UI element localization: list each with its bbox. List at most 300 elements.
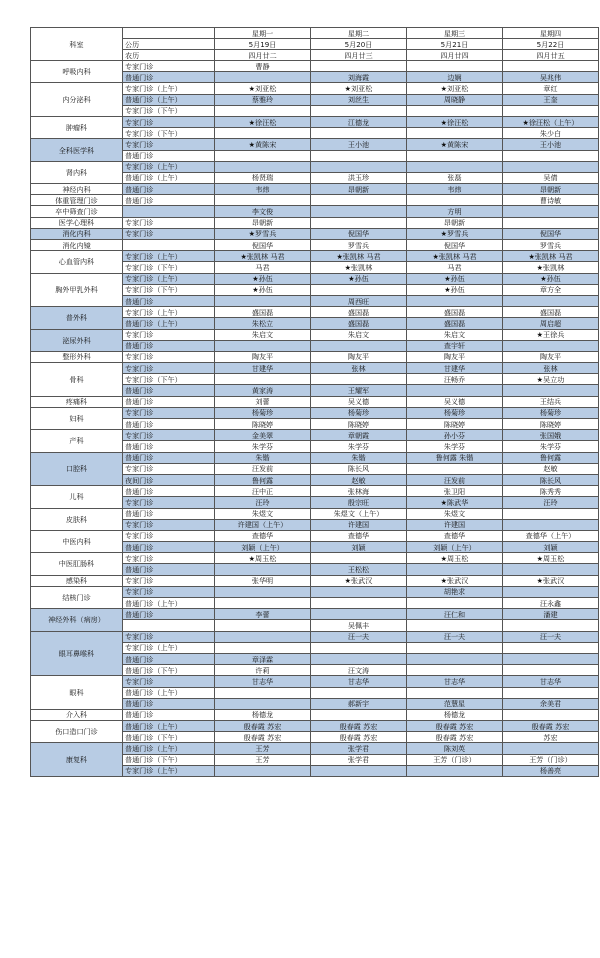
doctor-cell-day-4: [503, 105, 599, 116]
doctor-cell-day-3: ★孙伍: [407, 273, 503, 284]
department-name: 呼吸内科: [31, 61, 123, 83]
doctor-cell-day-4: ★徐汪松（上午）: [503, 116, 599, 127]
doctor-cell-day-4: [503, 161, 599, 172]
department-name: 心血管内科: [31, 251, 123, 273]
doctor-cell-day-1: 李文俊: [215, 206, 311, 217]
doctor-cell-day-1: [215, 340, 311, 351]
schedule-row: [31, 307, 599, 318]
clinic-type: 专家门诊（下午）: [123, 262, 215, 273]
doctor-cell-day-3: 甘建华: [407, 363, 503, 374]
doctor-cell-day-2: 张学君: [311, 754, 407, 765]
clinic-type: 普通门诊: [123, 72, 215, 83]
clinic-type: 普通门诊（上午）: [123, 318, 215, 329]
date-1: 5月19日: [215, 39, 311, 50]
schedule-row: [31, 83, 599, 94]
doctor-cell-day-1: 许莉: [215, 665, 311, 676]
clinic-type: 普通门诊（下午）: [123, 732, 215, 743]
department-name: 皮肤科: [31, 508, 123, 530]
doctor-cell-day-3: [407, 463, 503, 474]
clinic-type: 专家门诊: [123, 530, 215, 541]
doctor-cell-day-1: ★孙伍: [215, 273, 311, 284]
doctor-cell-day-3: 方明: [407, 206, 503, 217]
doctor-cell-day-1: [215, 642, 311, 653]
schedule-row: [31, 396, 599, 407]
doctor-cell-day-4: 赵敏: [503, 463, 599, 474]
doctor-cell-day-3: 孙小芬: [407, 430, 503, 441]
department-name: 肾内科: [31, 161, 123, 183]
schedule-row: [31, 240, 599, 251]
schedule-row: [31, 743, 599, 754]
doctor-cell-day-2: [311, 61, 407, 72]
clinic-type: 普通门诊: [123, 184, 215, 195]
clinic-type: 专家门诊: [123, 351, 215, 362]
doctor-cell-day-4: [503, 687, 599, 698]
doctor-cell-day-3: 朱启文: [407, 329, 503, 340]
doctor-cell-day-1: 殷春霞 苏宏: [215, 732, 311, 743]
doctor-cell-day-2: 朱学芬: [311, 441, 407, 452]
doctor-cell-day-3: 许建国: [407, 519, 503, 530]
doctor-cell-day-2: 王松松: [311, 564, 407, 575]
doctor-cell-day-4: ★张武汉: [503, 575, 599, 586]
clinic-type: 专家门诊（上午）: [123, 765, 215, 776]
weekday-1: 星期一: [215, 28, 311, 39]
doctor-cell-day-3: 查德华: [407, 530, 503, 541]
department-name: 骨科: [31, 363, 123, 397]
doctor-cell-day-2: ★刘亚松: [311, 83, 407, 94]
clinic-type: 专家门诊: [123, 217, 215, 228]
doctor-cell-day-1: [215, 161, 311, 172]
doctor-cell-day-1: ★孙伍: [215, 284, 311, 295]
clinic-type: 专家门诊: [123, 329, 215, 340]
clinic-type: 普通门诊（上午）: [123, 721, 215, 732]
doctor-cell-day-4: 张林: [503, 363, 599, 374]
doctor-cell-day-4: ★吴立功: [503, 374, 599, 385]
doctor-cell-day-3: 刘颖（上午）: [407, 542, 503, 553]
doctor-cell-day-2: 王耀军: [311, 385, 407, 396]
department-name: 妇科: [31, 407, 123, 429]
clinic-type: [123, 206, 215, 217]
doctor-cell-day-3: 鲁何露 朱锴: [407, 452, 503, 463]
doctor-cell-day-2: 陈晓婷: [311, 419, 407, 430]
doctor-cell-day-1: 刘颖（上午）: [215, 542, 311, 553]
doctor-cell-day-2: 倪国华: [311, 228, 407, 239]
doctor-cell-day-4: 吴倩: [503, 172, 599, 183]
doctor-cell-day-4: 余美君: [503, 698, 599, 709]
doctor-cell-day-3: ★张武汉: [407, 575, 503, 586]
department-name: 普外科: [31, 307, 123, 329]
doctor-cell-day-2: 刘颖: [311, 542, 407, 553]
department-name: 泌尿外科: [31, 329, 123, 351]
schedule-row: [31, 116, 599, 127]
doctor-cell-day-4: 朱少白: [503, 128, 599, 139]
doctor-cell-day-3: 吴义德: [407, 396, 503, 407]
doctor-cell-day-2: 汪文涛: [311, 665, 407, 676]
doctor-cell-day-1: 倪国华: [215, 240, 311, 251]
department-name: 消化内科: [31, 228, 123, 239]
doctor-cell-day-2: [311, 687, 407, 698]
doctor-cell-day-4: 查德华（上午）: [503, 530, 599, 541]
clinic-type: 专家门诊: [123, 61, 215, 72]
doctor-cell-day-1: [215, 195, 311, 206]
doctor-cell-day-4: 倪国华: [503, 228, 599, 239]
doctor-cell-day-3: 昂朝新: [407, 217, 503, 228]
schedule-row: [31, 530, 599, 541]
doctor-cell-day-3: 王芳（门诊）: [407, 754, 503, 765]
doctor-cell-day-2: [311, 765, 407, 776]
doctor-cell-day-1: [215, 374, 311, 385]
doctor-cell-day-4: 曹诗敏: [503, 195, 599, 206]
doctor-cell-day-1: [215, 698, 311, 709]
doctor-cell-day-3: [407, 195, 503, 206]
doctor-cell-day-3: 陈刘英: [407, 743, 503, 754]
schedule-row: [31, 407, 599, 418]
doctor-cell-day-4: [503, 564, 599, 575]
doctor-cell-day-3: [407, 642, 503, 653]
doctor-cell-day-3: ★刘亚松: [407, 83, 503, 94]
clinic-type: 夜间门诊: [123, 474, 215, 485]
doctor-cell-day-3: ★张凯林 马君: [407, 251, 503, 262]
doctor-cell-day-2: [311, 195, 407, 206]
doctor-cell-day-1: ★徐汪松: [215, 116, 311, 127]
schedule-row: [31, 195, 599, 206]
doctor-cell-day-3: ★黄陈宋: [407, 139, 503, 150]
doctor-cell-day-2: [311, 284, 407, 295]
doctor-cell-day-2: ★孙伍: [311, 273, 407, 284]
doctor-cell-day-2: 盛国磊: [311, 318, 407, 329]
doctor-cell-day-2: [311, 553, 407, 564]
department-name: 中医内科: [31, 530, 123, 552]
doctor-cell-day-1: 杨德龙: [215, 709, 311, 720]
clinic-type: 专家门诊（上午）: [123, 251, 215, 262]
doctor-cell-day-1: [215, 564, 311, 575]
doctor-cell-day-4: 罗雪兵: [503, 240, 599, 251]
clinic-type: 普通门诊: [123, 419, 215, 430]
clinic-type: 专家门诊: [123, 553, 215, 564]
clinic-type: 专家门诊: [123, 497, 215, 508]
doctor-cell-day-4: 王小池: [503, 139, 599, 150]
doctor-cell-day-3: ★孙伍: [407, 284, 503, 295]
lunar-date-4: 四月廿五: [503, 50, 599, 61]
clinic-type: 专家门诊（上午）: [123, 83, 215, 94]
doctor-cell-day-3: 汪发前: [407, 474, 503, 485]
doctor-cell-day-1: 曹静: [215, 61, 311, 72]
doctor-cell-day-3: 殷春霞 苏宏: [407, 732, 503, 743]
doctor-cell-day-2: ★张凯林: [311, 262, 407, 273]
clinic-type: [123, 240, 215, 251]
schedule-row: [31, 329, 599, 340]
doctor-cell-day-3: [407, 150, 503, 161]
clinic-type: [123, 620, 215, 631]
schedule-row: [31, 609, 599, 620]
clinic-type: 专家门诊（下午）: [123, 105, 215, 116]
doctor-cell-day-4: 王奎: [503, 94, 599, 105]
doctor-cell-day-4: ★张凯林: [503, 262, 599, 273]
doctor-cell-day-2: [311, 653, 407, 664]
doctor-cell-day-1: 刘蕾: [215, 396, 311, 407]
department-name: 伤口造口门诊: [31, 721, 123, 743]
doctor-cell-day-4: ★王徐兵: [503, 329, 599, 340]
doctor-cell-day-3: ★陈武华: [407, 497, 503, 508]
schedule-row: [31, 486, 599, 497]
doctor-cell-day-3: 陶友平: [407, 351, 503, 362]
doctor-cell-day-1: [215, 598, 311, 609]
doctor-cell-day-2: [311, 642, 407, 653]
doctor-cell-day-3: 殷春霞 苏宏: [407, 721, 503, 732]
doctor-cell-day-3: 张卫阳: [407, 486, 503, 497]
doctor-cell-day-3: [407, 665, 503, 676]
doctor-cell-day-3: 范慧星: [407, 698, 503, 709]
doctor-cell-day-1: ★周玉松: [215, 553, 311, 564]
schedule-row: [31, 676, 599, 687]
lunar-date-1: 四月廿二: [215, 50, 311, 61]
doctor-cell-day-4: 昂朝新: [503, 184, 599, 195]
doctor-cell-day-4: 潘建: [503, 609, 599, 620]
department-name: 神经内科: [31, 184, 123, 195]
schedule-row: [31, 508, 599, 519]
clinic-type: 普通门诊（上午）: [123, 598, 215, 609]
doctor-cell-day-4: 殷春霞 苏宏: [503, 721, 599, 732]
doctor-cell-day-1: 汪玲: [215, 497, 311, 508]
clinic-type: 专家门诊（上午）: [123, 307, 215, 318]
doctor-cell-day-3: 张磊: [407, 172, 503, 183]
doctor-cell-day-1: [215, 765, 311, 776]
doctor-cell-day-2: 洪玉珍: [311, 172, 407, 183]
clinic-type: 普通门诊（上午）: [123, 687, 215, 698]
doctor-cell-day-3: [407, 385, 503, 396]
clinic-type: 专家门诊（上午）: [123, 642, 215, 653]
doctor-cell-day-4: 章方全: [503, 284, 599, 295]
clinic-type: 专家门诊: [123, 407, 215, 418]
doctor-cell-day-1: 朱松立: [215, 318, 311, 329]
gregorian-label: 公历: [123, 39, 215, 50]
doctor-cell-day-3: 查宇轩: [407, 340, 503, 351]
doctor-cell-day-2: 朱启文: [311, 329, 407, 340]
doctor-cell-day-1: 马君: [215, 262, 311, 273]
clinic-type: 普通门诊: [123, 508, 215, 519]
schedule-row: [31, 217, 599, 228]
doctor-cell-day-4: 汪永鑫: [503, 598, 599, 609]
doctor-cell-day-3: 甘志华: [407, 676, 503, 687]
doctor-cell-day-4: [503, 653, 599, 664]
doctor-cell-day-1: 查德华: [215, 530, 311, 541]
doctor-cell-day-3: ★徐汪松: [407, 116, 503, 127]
doctor-cell-day-4: ★周玉松: [503, 553, 599, 564]
schedule-row: [31, 363, 599, 374]
clinic-type: 专家门诊: [123, 676, 215, 687]
doctor-cell-day-4: 盛国磊: [503, 307, 599, 318]
clinic-type: 专家门诊: [123, 430, 215, 441]
doctor-cell-day-1: 陈晓婷: [215, 419, 311, 430]
doctor-cell-day-3: 周晓静: [407, 94, 503, 105]
doctor-cell-day-1: [215, 105, 311, 116]
doctor-cell-day-3: 汪仁和: [407, 609, 503, 620]
doctor-cell-day-4: 朱学芬: [503, 441, 599, 452]
department-name: 感染科: [31, 575, 123, 586]
doctor-cell-day-3: [407, 61, 503, 72]
doctor-cell-day-3: [407, 295, 503, 306]
doctor-cell-day-4: 张国娥: [503, 430, 599, 441]
doctor-cell-day-1: [215, 150, 311, 161]
clinic-type: 普通门诊（上午）: [123, 743, 215, 754]
doctor-cell-day-3: 汪畅乔: [407, 374, 503, 385]
doctor-cell-day-4: 陈晓婷: [503, 419, 599, 430]
schedule-row: [31, 575, 599, 586]
doctor-cell-day-4: [503, 385, 599, 396]
doctor-cell-day-1: 甘志华: [215, 676, 311, 687]
department-name: 医学心理科: [31, 217, 123, 228]
doctor-cell-day-4: 苏宏: [503, 732, 599, 743]
doctor-cell-day-3: 倪国华: [407, 240, 503, 251]
weekday-2: 星期二: [311, 28, 407, 39]
doctor-cell-day-2: 章朝霞: [311, 430, 407, 441]
doctor-cell-day-2: 吴义德: [311, 396, 407, 407]
doctor-cell-day-1: 杨菊珍: [215, 407, 311, 418]
doctor-cell-day-4: 甘志华: [503, 676, 599, 687]
doctor-cell-day-3: 陈晓婷: [407, 419, 503, 430]
doctor-cell-day-1: 朱学芬: [215, 441, 311, 452]
doctor-cell-day-3: [407, 128, 503, 139]
doctor-cell-day-4: 周启超: [503, 318, 599, 329]
doctor-cell-day-2: 刘海霞: [311, 72, 407, 83]
doctor-cell-day-3: [407, 620, 503, 631]
schedule-row: [31, 553, 599, 564]
doctor-cell-day-3: 盛国磊: [407, 318, 503, 329]
doctor-cell-day-4: 章红: [503, 83, 599, 94]
department-name: 中医肛肠科: [31, 553, 123, 575]
weekday-4: 星期四: [503, 28, 599, 39]
schedule-row: [31, 586, 599, 597]
clinic-type: 专家门诊: [123, 228, 215, 239]
doctor-cell-day-2: 周西旺: [311, 295, 407, 306]
department-name: 疼痛科: [31, 396, 123, 407]
doctor-cell-day-4: 鲁何露: [503, 452, 599, 463]
doctor-cell-day-2: 查德华: [311, 530, 407, 541]
doctor-cell-day-1: 王芳: [215, 754, 311, 765]
doctor-cell-day-3: 朱学芬: [407, 441, 503, 452]
doctor-cell-day-2: 郝新宇: [311, 698, 407, 709]
doctor-cell-day-4: [503, 340, 599, 351]
doctor-cell-day-1: 鲁何露: [215, 474, 311, 485]
doctor-cell-day-2: 殷宗旺: [311, 497, 407, 508]
doctor-cell-day-2: 赵敏: [311, 474, 407, 485]
doctor-cell-day-3: [407, 564, 503, 575]
clinic-type: 普通门诊（上午）: [123, 172, 215, 183]
clinic-type: 普通门诊: [123, 709, 215, 720]
clinic-type: 普通门诊: [123, 195, 215, 206]
doctor-cell-day-2: [311, 709, 407, 720]
doctor-cell-day-2: 许建国: [311, 519, 407, 530]
clinic-type: 普通门诊: [123, 340, 215, 351]
department-name: 口腔科: [31, 452, 123, 486]
department-name: 全科医学科: [31, 139, 123, 161]
doctor-cell-day-1: ★张凯林 马君: [215, 251, 311, 262]
doctor-cell-day-2: [311, 217, 407, 228]
department-name: 眼耳鼻喉科: [31, 631, 123, 676]
doctor-cell-day-4: [503, 61, 599, 72]
doctor-cell-day-1: 章泽霖: [215, 653, 311, 664]
clinic-type: 普通门诊（上午）: [123, 94, 215, 105]
header-weekday-row: [31, 28, 599, 39]
clinic-type: 专家门诊: [123, 575, 215, 586]
clinic-type: 普通门诊（下午）: [123, 665, 215, 676]
date-3: 5月21日: [407, 39, 503, 50]
department-name: 体重管理门诊: [31, 195, 123, 206]
doctor-cell-day-1: 甘建华: [215, 363, 311, 374]
doctor-cell-day-3: 胡艳求: [407, 586, 503, 597]
doctor-cell-day-4: [503, 620, 599, 631]
doctor-cell-day-4: [503, 743, 599, 754]
doctor-cell-day-1: ★黄陈宋: [215, 139, 311, 150]
doctor-cell-day-3: [407, 598, 503, 609]
schedule-row: [31, 61, 599, 72]
date-2: 5月20日: [311, 39, 407, 50]
doctor-cell-day-2: 盛国磊: [311, 307, 407, 318]
clinic-type: 普通门诊: [123, 452, 215, 463]
doctor-cell-day-2: 昂朝新: [311, 184, 407, 195]
weekday-3: 星期三: [407, 28, 503, 39]
doctor-cell-day-4: [503, 150, 599, 161]
doctor-cell-day-2: 甘志华: [311, 676, 407, 687]
doctor-cell-day-3: 杨菊珍: [407, 407, 503, 418]
department-name: 介入科: [31, 709, 123, 720]
department-name: 卒中筛查门诊: [31, 206, 123, 217]
doctor-cell-day-4: [503, 217, 599, 228]
doctor-cell-day-2: [311, 161, 407, 172]
clinic-type: 普通门诊: [123, 396, 215, 407]
doctor-cell-day-4: 杨善亮: [503, 765, 599, 776]
clinic-type: 普通门诊: [123, 385, 215, 396]
doctor-cell-day-2: 殷春霞 苏宏: [311, 721, 407, 732]
doctor-cell-day-4: [503, 508, 599, 519]
clinic-type: 普通门诊: [123, 441, 215, 452]
doctor-cell-day-4: 陶友平: [503, 351, 599, 362]
doctor-cell-day-2: 吴佩丰: [311, 620, 407, 631]
doctor-cell-day-2: 朱锴: [311, 452, 407, 463]
clinic-type: 普通门诊: [123, 295, 215, 306]
doctor-cell-day-3: [407, 105, 503, 116]
doctor-cell-day-4: 汪一夫: [503, 631, 599, 642]
clinic-type: 专家门诊（下午）: [123, 284, 215, 295]
schedule-row: [31, 251, 599, 262]
doctor-cell-day-2: [311, 340, 407, 351]
doctor-cell-day-3: 边娴: [407, 72, 503, 83]
schedule-row: [31, 452, 599, 463]
department-name: 产科: [31, 430, 123, 452]
doctor-cell-day-1: 张华明: [215, 575, 311, 586]
clinic-type: 专家门诊: [123, 519, 215, 530]
doctor-cell-day-3: [407, 653, 503, 664]
doctor-cell-day-2: 陈长风: [311, 463, 407, 474]
doctor-cell-day-1: [215, 620, 311, 631]
schedule-row: [31, 161, 599, 172]
doctor-cell-day-4: [503, 709, 599, 720]
clinic-type: 专家门诊: [123, 631, 215, 642]
schedule-row: [31, 430, 599, 441]
clinic-type: 普通门诊: [123, 150, 215, 161]
doctor-cell-day-4: [503, 586, 599, 597]
doctor-cell-day-3: [407, 687, 503, 698]
doctor-cell-day-2: 汪一夫: [311, 631, 407, 642]
doctor-cell-day-4: 陈长风: [503, 474, 599, 485]
doctor-cell-day-1: [215, 128, 311, 139]
doctor-cell-day-1: 韦炜: [215, 184, 311, 195]
doctor-cell-day-1: 朱锴: [215, 452, 311, 463]
doctor-cell-day-2: 张林: [311, 363, 407, 374]
clinic-type: 普通门诊（下午）: [123, 754, 215, 765]
department-name: 康复科: [31, 743, 123, 777]
doctor-cell-day-2: 杨菊珍: [311, 407, 407, 418]
department-name: 结核门诊: [31, 586, 123, 608]
